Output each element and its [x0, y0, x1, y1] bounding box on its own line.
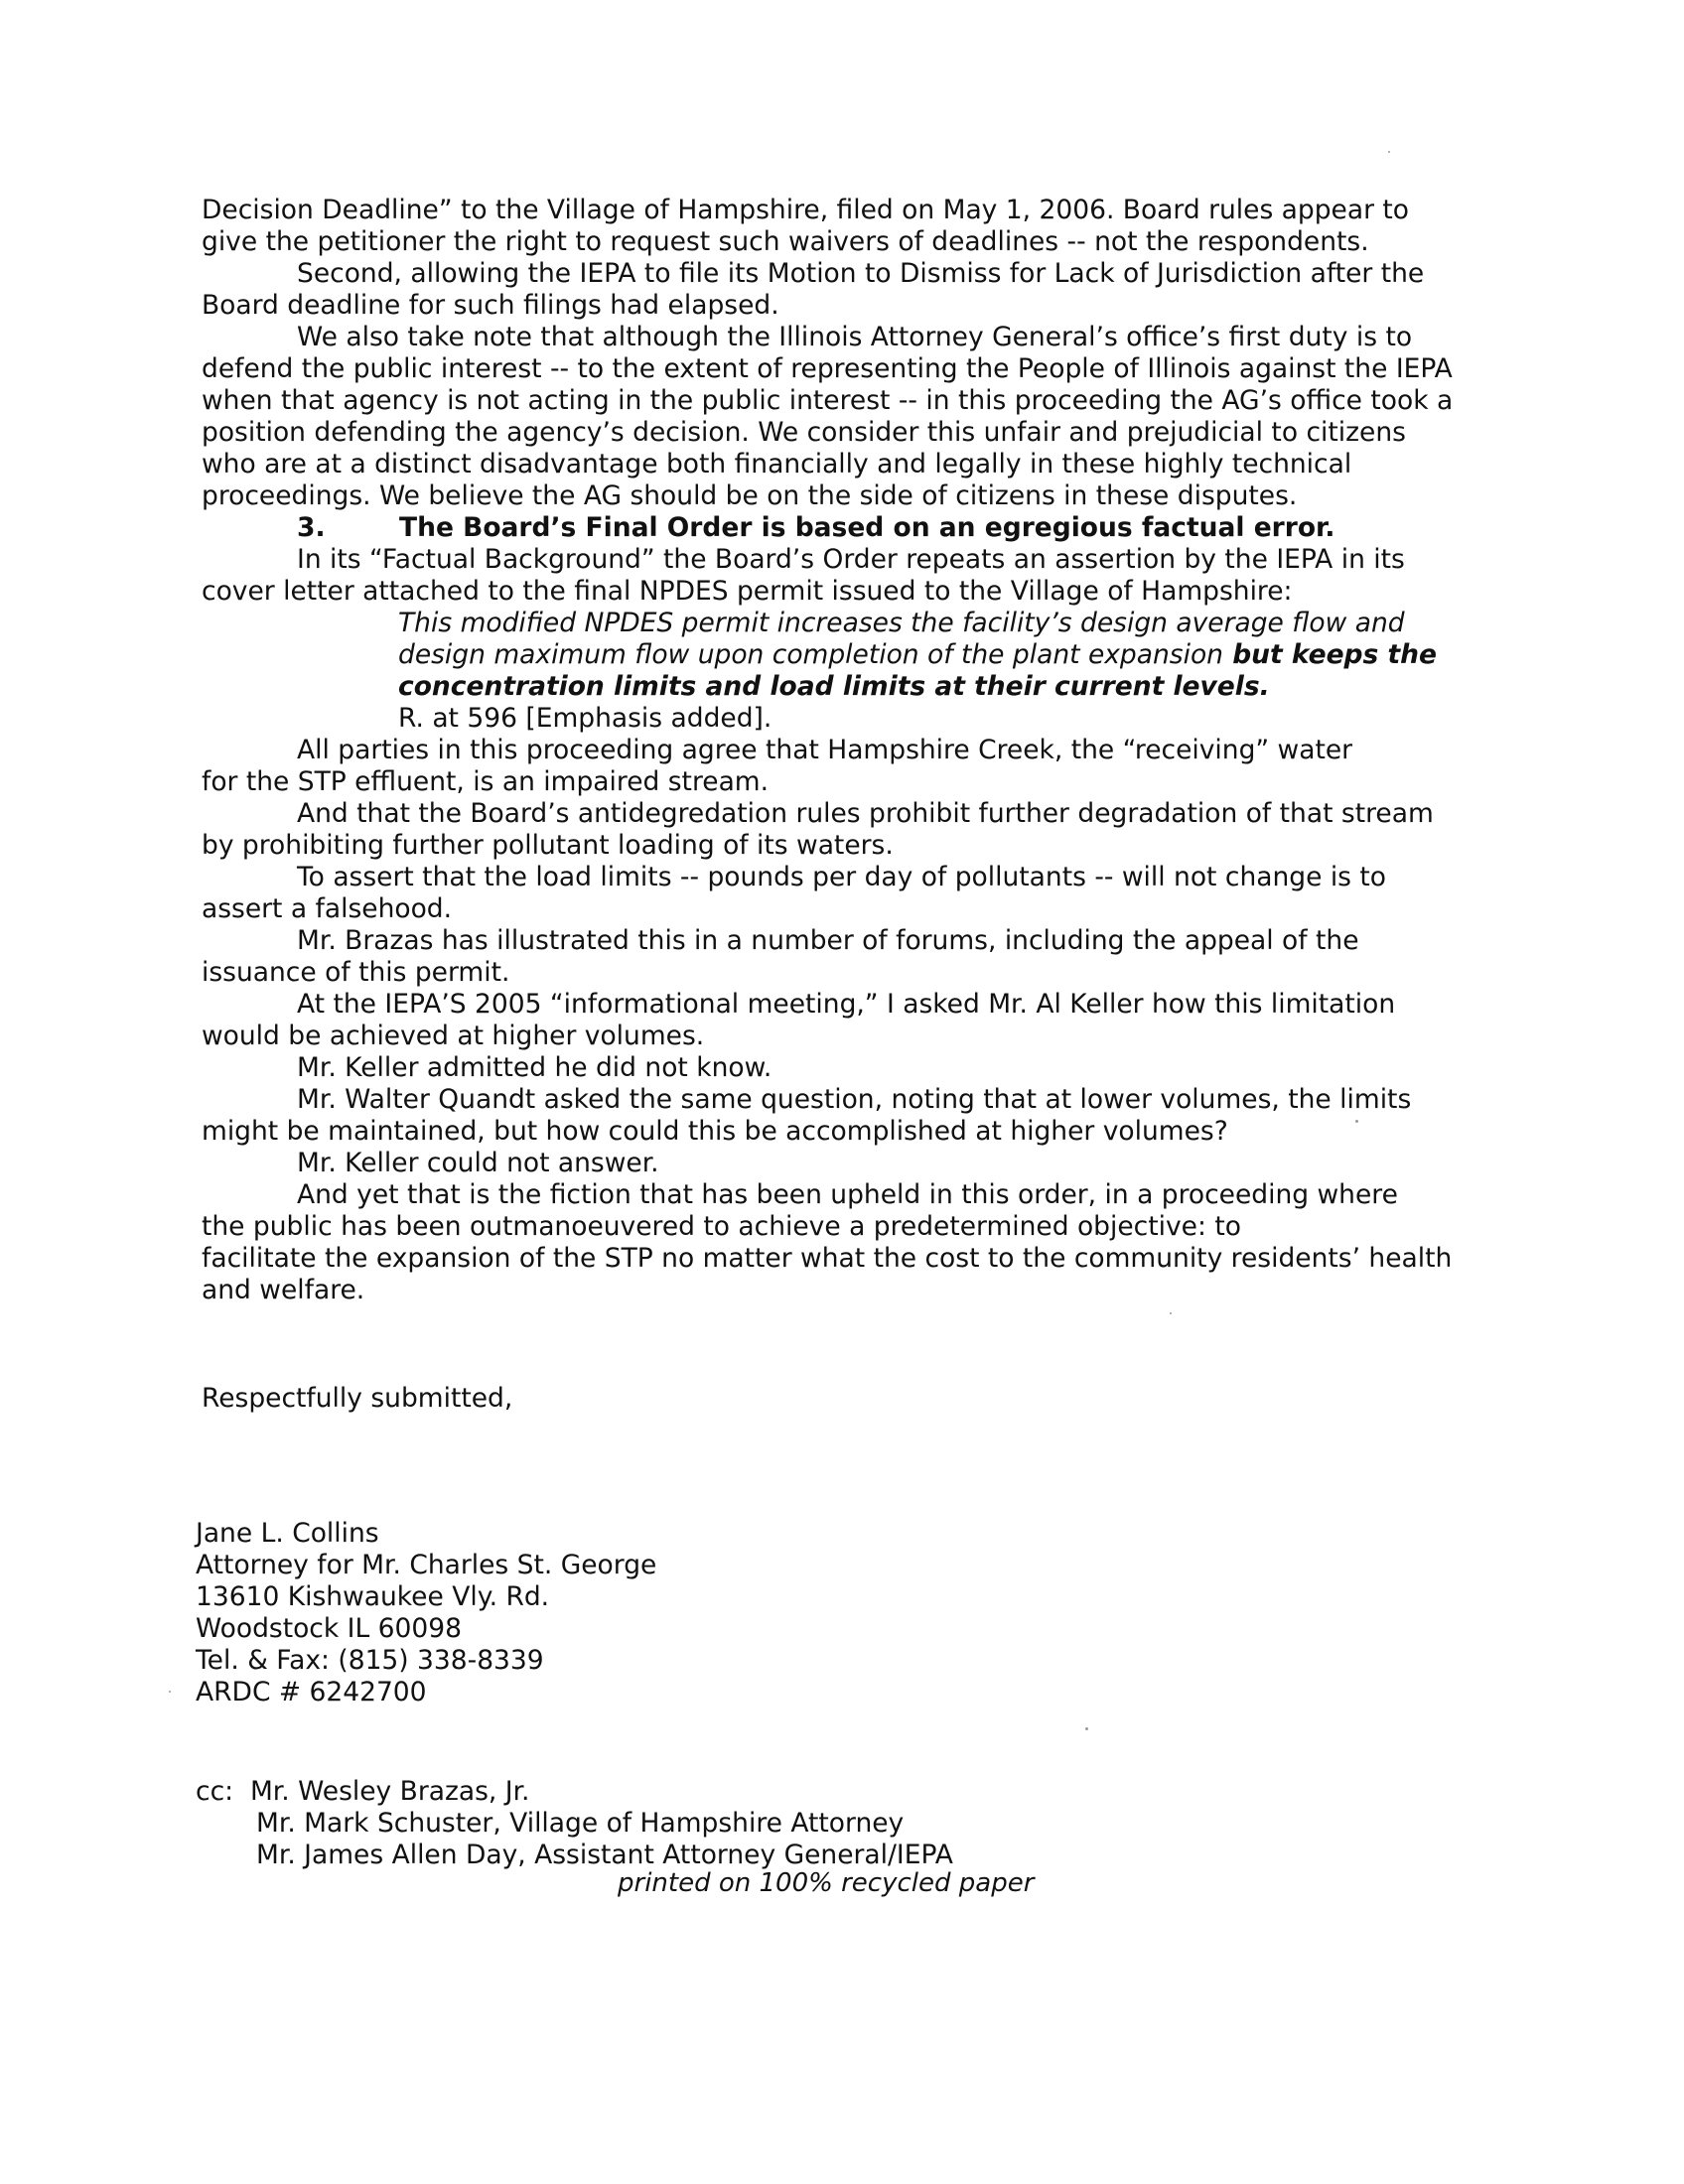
cc-label: cc: — [196, 1776, 234, 1807]
signature-block — [196, 1517, 656, 1707]
block-quote-line — [202, 639, 1492, 671]
signature-address: 13610 Kishwaukee Vly. Rd. — [196, 1581, 550, 1612]
cc-list — [196, 1776, 953, 1871]
body-line: defend the public interest -- to the extent of representing the People of Illinois against the IEPA — [202, 353, 1453, 384]
closing: Respectfully submitted, — [202, 1383, 513, 1414]
body-line: who are at a distinct disadvantage both financially and legally in these highly technical — [202, 449, 1352, 479]
section-heading — [202, 512, 1492, 544]
body-line: facilitate the expansion of the STP no matter what the cost to the community residents’ health — [202, 1243, 1453, 1274]
body-line: when that agency is not acting in the public interest -- in this proceeding the AG’s office took a — [202, 385, 1454, 416]
quote-citation: R. at 596 [Emphasis added]. — [398, 703, 772, 734]
scan-speck — [1355, 1120, 1358, 1123]
body-line: proceedings. We believe the AG should be on the side of citizens in these disputes. — [202, 480, 1298, 511]
body-line: issuance of this permit. — [202, 957, 510, 988]
body-line: the public has been outmanoeuvered to achieve a predetermined objective: to — [202, 1211, 1241, 1242]
footer-note: printed on 100% recycled paper — [618, 1868, 1035, 1898]
quote-text: design maximum flow upon completion of the plant expansion — [398, 639, 1223, 670]
scan-speck — [1170, 1312, 1172, 1314]
body-line: and welfare. — [202, 1275, 365, 1305]
section-number: 3. — [297, 512, 326, 543]
body-line: assert a falsehood. — [202, 893, 453, 924]
section-title: The Board’s Final Order is based on an egregious factual error. — [399, 512, 1335, 543]
block-quote-line: concentration limits and load limits at their current levels. — [398, 671, 1270, 702]
scan-speck — [1388, 151, 1390, 153]
body-line: Second, allowing the IEPA to file its Motion to Dismiss for Lack of Jurisdiction after the — [297, 258, 1425, 289]
cc-recipient: Mr. James Allen Day, Assistant Attorney General/IEPA — [256, 1840, 953, 1870]
body-line: All parties in this proceeding agree that Hampshire Creek, the “receiving” water — [297, 735, 1353, 765]
body-line: cover letter attached to the final NPDES permit issued to the Village of Hampshire: — [202, 576, 1293, 607]
body-line: by prohibiting further pollutant loading of its waters. — [202, 830, 894, 861]
body-line: In its “Factual Background” the Board’s Order repeats an assertion by the IEPA in its — [297, 544, 1405, 575]
scan-speck — [169, 1691, 171, 1693]
cc-recipient: Mr. Wesley Brazas, Jr. — [249, 1776, 530, 1807]
signature-ardc: ARDC # 6242700 — [196, 1677, 427, 1707]
body-line: Mr. Keller admitted he did not know. — [297, 1052, 772, 1083]
body-line: Mr. Keller could not answer. — [297, 1148, 659, 1178]
cc-recipient: Mr. Mark Schuster, Village of Hampshire Attorney — [256, 1808, 905, 1839]
signature-title: Attorney for Mr. Charles St. George — [196, 1550, 657, 1580]
body-line: And yet that is the fiction that has been upheld in this order, in a proceeding where — [297, 1179, 1398, 1210]
body-line: for the STP effluent, is an impaired stream. — [202, 766, 770, 797]
block-quote-line: This modified NPDES permit increases the facility’s design average flow and — [398, 608, 1405, 638]
signature-name: Jane L. Collins — [196, 1518, 379, 1549]
body-line: would be achieved at higher volumes. — [202, 1021, 705, 1051]
body-text — [202, 195, 1492, 1306]
scan-speck — [1085, 1727, 1088, 1730]
signature-phone: Tel. & Fax: (815) 338-8339 — [196, 1645, 544, 1676]
body-line: To assert that the load limits -- pounds per day of pollutants -- will not change is to — [297, 862, 1387, 892]
quote-emphasis: but keeps the — [1222, 639, 1438, 670]
signature-city: Woodstock IL 60098 — [196, 1613, 462, 1644]
body-line: At the IEPA’S 2005 “informational meeting,” I asked Mr. Al Keller how this limitation — [297, 989, 1396, 1020]
cc-line — [196, 1776, 953, 1808]
body-line: Board deadline for such filings had elapsed. — [202, 290, 779, 321]
body-line: And that the Board’s antidegredation rules prohibit further degradation of that stream — [297, 798, 1434, 829]
body-line: position defending the agency’s decision. We consider this unfair and prejudicial to citizens — [202, 417, 1406, 448]
body-line: might be maintained, but how could this be accomplished at higher volumes? — [202, 1116, 1228, 1147]
body-line: Mr. Walter Quandt asked the same question, noting that at lower volumes, the limits — [297, 1084, 1412, 1115]
body-line: Mr. Brazas has illustrated this in a number of forums, including the appeal of the — [297, 925, 1359, 956]
body-line: give the petitioner the right to request such waivers of deadlines -- not the respondents. — [202, 226, 1369, 257]
body-line: We also take note that although the Illinois Attorney General’s office’s first duty is to — [297, 322, 1413, 352]
body-line: Decision Deadline” to the Village of Hampshire, filed on May 1, 2006. Board rules appear to — [202, 195, 1410, 225]
